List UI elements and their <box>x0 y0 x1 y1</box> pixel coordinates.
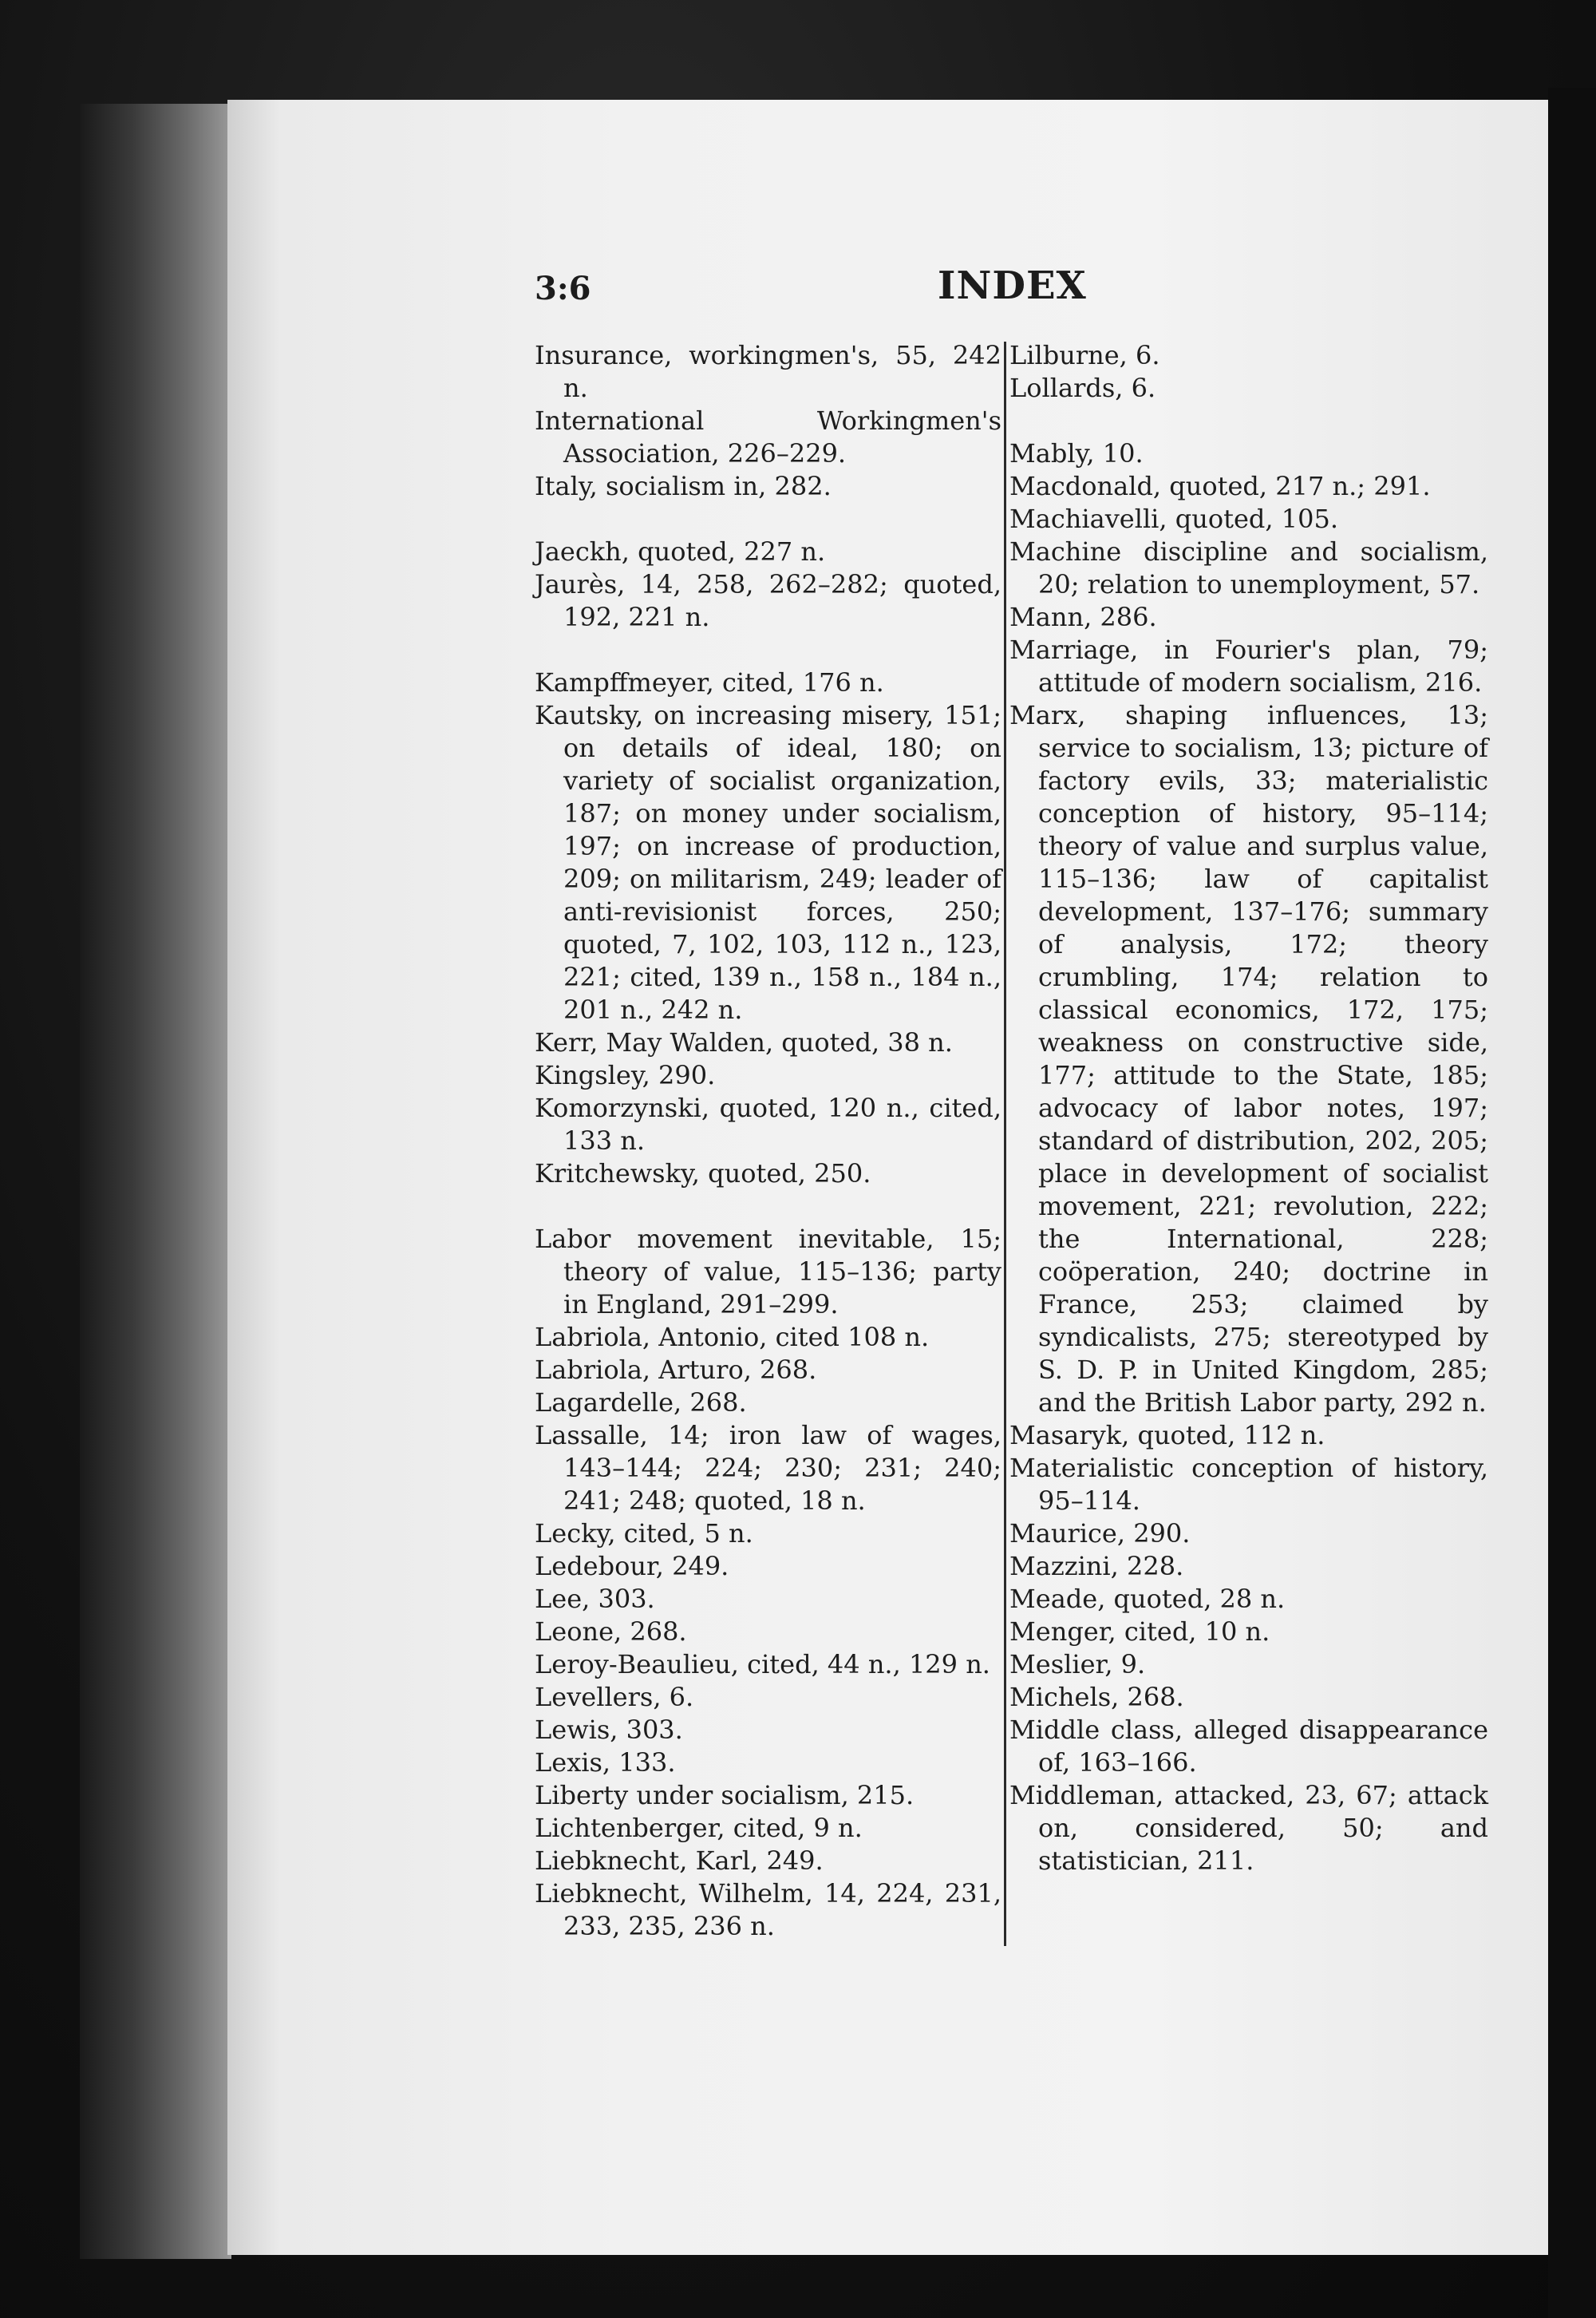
index-entry: Levellers, 6. <box>535 1682 694 1712</box>
index-entry: Kritchewsky, quoted, 250. <box>535 1158 871 1189</box>
index-column-left <box>535 339 1001 1943</box>
index-entry: Meslier, 9. <box>1009 1649 1146 1679</box>
index-entry: Marriage, in Fourier's plan, 79; attitude of modern socialism, 216. <box>1009 635 1488 698</box>
index-entry: Lewis, 303. <box>535 1715 683 1745</box>
index-entry: Kampffmeyer, cited, 176 n. <box>535 667 884 698</box>
index-entry: Liebknecht, Karl, 249. <box>535 1845 824 1876</box>
index-entry: Mann, 286. <box>1009 602 1157 632</box>
index-entry: Italy, socialism in, 282. <box>535 471 832 501</box>
index-entry: Lassalle, 14; iron law of wages, 143–144; 224; 230; 231; 240; 241; 248; quoted, 18 n. <box>535 1420 1001 1516</box>
index-entry: Lee, 303. <box>535 1584 655 1614</box>
index-entry: Kingsley, 290. <box>535 1060 716 1090</box>
index-entry: Mably, 10. <box>1009 438 1144 469</box>
index-entry: Maurice, 290. <box>1009 1518 1191 1549</box>
index-entry: Liebknecht, Wilhelm, 14, 224, 231, 233, 235, 236 n. <box>535 1878 1001 1941</box>
index-entry: Labor movement inevitable, 15; theory of value, 115–136; party in England, 291–299. <box>535 1224 1001 1319</box>
index-entry: Insurance, workingmen's, 55, 242 n. <box>535 340 1001 403</box>
index-entry: Middleman, attacked, 23, 67; attack on, considered, 50; and statistician, 211. <box>1009 1780 1488 1876</box>
index-column-right <box>1009 339 1488 1877</box>
book-gutter-shadow <box>1548 88 1596 2318</box>
page-number: 3:6 <box>535 270 591 307</box>
index-entry: Masaryk, quoted, 112 n. <box>1009 1420 1325 1450</box>
book-page-edge <box>80 104 231 2259</box>
index-entry: Michels, 268. <box>1009 1682 1184 1712</box>
index-entry: Middle class, alleged disappearance of, 163–166. <box>1009 1715 1488 1778</box>
index-entry: Materialistic conception of history, 95–114. <box>1009 1453 1488 1516</box>
index-entry: Lagardelle, 268. <box>535 1387 747 1418</box>
index-entry: Jaurès, 14, 258, 262–282; quoted, 192, 221 n. <box>535 569 1001 632</box>
index-entry: Komorzynski, quoted, 120 n., cited, 133 n. <box>535 1093 1001 1156</box>
index-entry: Lecky, cited, 5 n. <box>535 1518 753 1549</box>
index-entry: Labriola, Arturo, 268. <box>535 1355 817 1385</box>
index-entry: Menger, cited, 10 n. <box>1009 1616 1270 1647</box>
index-entry: Leone, 268. <box>535 1616 687 1647</box>
index-entry: Labriola, Antonio, cited 108 n. <box>535 1322 930 1352</box>
index-entry: Lilburne, 6. <box>1009 340 1160 370</box>
index-entry: Meade, quoted, 28 n. <box>1009 1584 1286 1614</box>
index-entry: Lichtenberger, cited, 9 n. <box>535 1813 863 1843</box>
index-entry: Liberty under socialism, 215. <box>535 1780 915 1810</box>
index-entry: Ledebour, 249. <box>535 1551 729 1581</box>
index-entry: Mazzini, 228. <box>1009 1551 1184 1581</box>
index-entry: Lollards, 6. <box>1009 373 1156 403</box>
column-divider <box>1004 342 1006 1946</box>
index-entry: Leroy-Beaulieu, cited, 44 n., 129 n. <box>535 1649 990 1679</box>
index-entry: Machiavelli, quoted, 105. <box>1009 504 1338 534</box>
index-entry: Macdonald, quoted, 217 n.; 291. <box>1009 471 1431 501</box>
index-entry: Kerr, May Walden, quoted, 38 n. <box>535 1027 953 1058</box>
index-entry: Lexis, 133. <box>535 1747 676 1778</box>
index-entry: Jaeckh, quoted, 227 n. <box>535 536 826 567</box>
index-entry: Marx, shaping influences, 13; service to socialism, 13; picture of factory evils, 33; materialistic conception of history, 95–114; theory of value and surplus value, 115–136; law of capitalist development, 137–176; summary of analysis, 172; theory crumbling, 174; relation to classical economics, 172, 175; weakness on constructive side, 177; attitude to the State, 185; advocacy of labor notes, 197; standard of distribution, 202, 205; place in development of socialist movement, 221; revolution, 222; the International, 228; coöperation, 240; doctrine in France, 253; claimed by syndicalists, 275; stereotyped by S. D. P. in United Kingdom, 285; and the British Labor party, 292 n. <box>1009 700 1488 1418</box>
page-title: INDEX <box>938 263 1087 308</box>
index-entry: Machine discipline and socialism, 20; relation to unemployment, 57. <box>1009 536 1488 599</box>
index-entry: International Workingmen's Association, 226–229. <box>535 405 1001 469</box>
index-entry: Kautsky, on increasing misery, 151; on details of ideal, 180; on variety of socialist organization, 187; on money under socialism, 197; on increase of production, 209; on militarism, 249; leader of anti-revisionist forces, 250; quoted, 7, 102, 103, 112 n., 123, 221; cited, 139 n., 158 n., 184 n., 201 n., 242 n. <box>535 700 1001 1025</box>
